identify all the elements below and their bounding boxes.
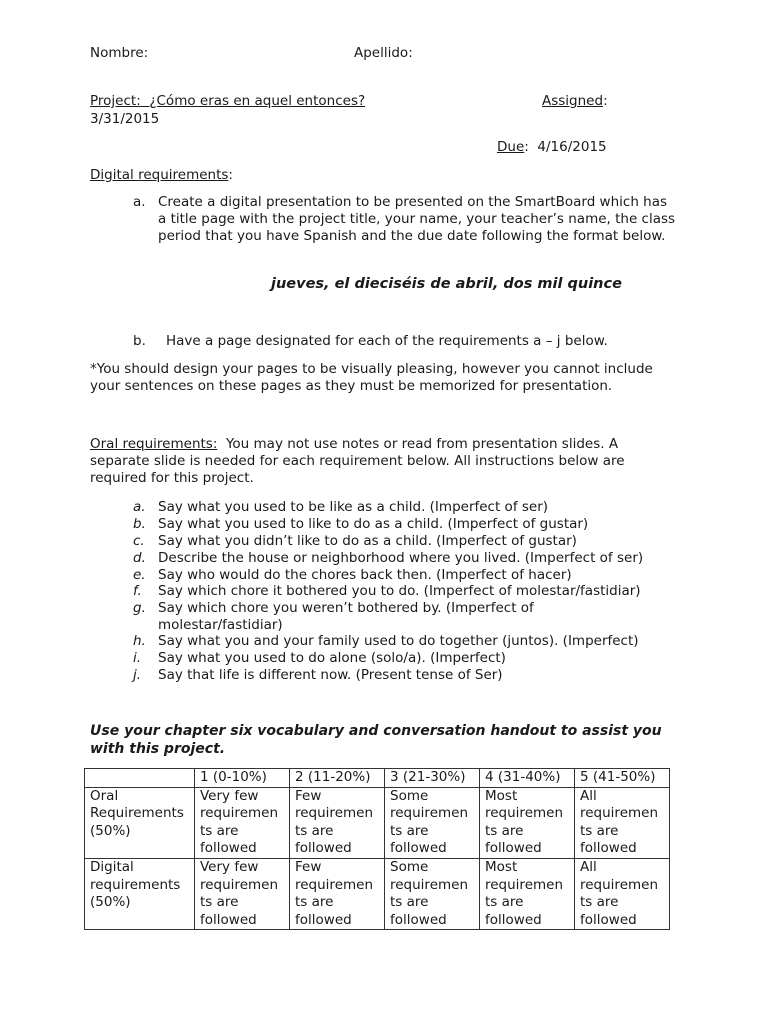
due-label: Due (497, 139, 525, 155)
project-line (90, 93, 365, 109)
rubric-row-oral (85, 787, 670, 858)
digital-item (133, 194, 693, 264)
due-line: Due: 4/16/2015 (497, 139, 607, 155)
digital-item (133, 333, 693, 350)
rubric-header-row (85, 769, 670, 788)
rubric-cell (385, 787, 480, 858)
rubric-line: followed (390, 911, 447, 928)
rubric-cell (480, 858, 575, 929)
digital-item-label: b. (133, 333, 146, 349)
rubric-line: (50%) (90, 894, 131, 911)
rubric-cell (195, 858, 290, 929)
digital-item-text: Create a digital presentation to be presented on the SmartBoard which has a title page with the project title, your name, your teacher’s name, the class period that you have Spanish and the due date following the format below. (158, 194, 676, 244)
rubric-line: followed (580, 911, 637, 928)
rubric-header-cell: 5 (41-50%) (575, 769, 670, 788)
rubric-header-cell: 4 (31-40%) (480, 769, 575, 788)
rubric-line: Few (295, 858, 322, 875)
rubric-line: requiremen (485, 805, 564, 822)
oral-item-text: Say what you used to do alone (solo/a). (Imperfect) (158, 650, 506, 666)
assigned-label: Assigned (542, 93, 604, 109)
rubric-cell (290, 858, 385, 929)
oral-item-text: Say that life is different now. (Present tense of Ser) (158, 667, 503, 683)
rubric-line: requiremen (390, 876, 469, 893)
rubric-cell (195, 787, 290, 858)
rubric-line: ts are (200, 894, 239, 911)
oral-item-text: Say what you used to like to do as a child. (Imperfect of gustar) (158, 516, 589, 532)
rubric-line: Most (485, 858, 518, 875)
rubric-line: ts are (390, 894, 429, 911)
oral-item-label: i. (133, 650, 142, 666)
rubric-line: (50%) (90, 822, 131, 839)
rubric-cell (575, 858, 670, 929)
rubric-line: requirements (90, 876, 181, 893)
rubric-line: followed (200, 911, 257, 928)
rubric-line: requiremen (580, 876, 659, 893)
rubric-table (84, 768, 670, 930)
rubric-line: ts are (485, 822, 524, 839)
oral-item-text: Say which chore you weren’t bothered by. (Imperfect of molestar/fastidiar) (158, 600, 534, 633)
rubric-line: followed (295, 840, 352, 857)
rubric-header-cell (85, 769, 195, 788)
digital-note: *You should design your pages to be visually pleasing, however you cannot include your sentences on these pages as they must be memorized for presentation. (90, 361, 653, 394)
oral-item-label: b. (133, 516, 146, 532)
rubric-header-cell: 3 (21-30%) (385, 769, 480, 788)
nombre-label: Nombre: (90, 45, 149, 61)
rubric-line: followed (485, 840, 542, 857)
rubric-cell (290, 787, 385, 858)
rubric-row-digital (85, 858, 670, 929)
rubric-line: Very few (200, 787, 259, 804)
rubric-line: ts are (200, 822, 239, 839)
digital-heading: Digital requirements (90, 167, 229, 183)
rubric-line: requiremen (295, 876, 374, 893)
oral-item-text: Say what you used to be like as a child. (Imperfect of ser) (158, 499, 549, 515)
oral-item-label: a. (133, 499, 146, 515)
rubric-line: followed (200, 840, 257, 857)
digital-item-label: a. (133, 194, 146, 210)
oral-item-label: f. (133, 583, 142, 599)
oral-heading: Oral requirements: (90, 436, 218, 452)
rubric-line: Requirements (90, 805, 184, 822)
oral-intro-paragraph (90, 436, 670, 487)
rubric-line: Very few (200, 858, 259, 875)
oral-item-text: Say what you and your family used to do together (juntos). (Imperfect) (158, 633, 639, 649)
assigned-date: 3/31/2015 (90, 111, 160, 127)
rubric-line: Some (390, 858, 429, 875)
assigned-line: Assigned: (542, 93, 608, 109)
oral-item-label: h. (133, 633, 146, 649)
digital-heading-line: Digital requirements: (90, 167, 233, 183)
example-date: jueves, el dieciséis de abril, dos mil quince (271, 276, 622, 292)
rubric-line: requiremen (200, 876, 279, 893)
rubric-cell (385, 858, 480, 929)
oral-item-text: Describe the house or neighborhood where you lived. (Imperfect of ser) (158, 550, 644, 566)
rubric-line: ts are (390, 822, 429, 839)
project-title: ¿Cómo eras en aquel entonces? (149, 93, 366, 109)
due-date: 4/16/2015 (537, 139, 607, 155)
rubric-line: ts are (485, 894, 524, 911)
rubric-category-cell (85, 787, 195, 858)
apellido-label: Apellido: (354, 45, 413, 61)
oral-item-text: Say which chore it bothered you to do. (Imperfect of molestar/fastidiar) (158, 583, 641, 599)
rubric-line: Oral (90, 787, 119, 804)
rubric-line: followed (580, 840, 637, 857)
rubric-line: requiremen (390, 805, 469, 822)
rubric-line: Digital (90, 858, 134, 875)
rubric-line: requiremen (485, 876, 564, 893)
rubric-line: All (580, 787, 597, 804)
rubric-line: Few (295, 787, 322, 804)
rubric-line: followed (485, 911, 542, 928)
rubric-line: ts are (580, 894, 619, 911)
rubric-line: Some (390, 787, 429, 804)
rubric-line: ts are (295, 822, 334, 839)
rubric-line: ts are (580, 822, 619, 839)
rubric-header-cell: 2 (11-20%) (290, 769, 385, 788)
rubric-cell (575, 787, 670, 858)
rubric-cell (480, 787, 575, 858)
oral-item-label: c. (133, 533, 145, 549)
oral-item-label: e. (133, 567, 146, 583)
oral-item-text: Say what you didn’t like to do as a child. (Imperfect of gustar) (158, 533, 577, 549)
rubric-header-cell: 1 (0-10%) (195, 769, 290, 788)
oral-item-text: Say who would do the chores back then. (Imperfect of hacer) (158, 567, 572, 583)
rubric-line: ts are (295, 894, 334, 911)
rubric-line: requiremen (580, 805, 659, 822)
digital-item-text: Have a page designated for each of the requirements a – j below. (166, 333, 608, 349)
rubric-category-cell (85, 858, 195, 929)
rubric-line: Most (485, 787, 518, 804)
rubric-line: All (580, 858, 597, 875)
rubric-line: requiremen (295, 805, 374, 822)
oral-item-label: g. (133, 600, 146, 616)
oral-item-label: j. (133, 667, 142, 683)
oral-intro: You may not use notes or read from presentation slides. A separate slide is needed for each requirement below. All instructions below are required for this project. (90, 436, 625, 486)
oral-item-label: d. (133, 550, 146, 566)
rubric-line: followed (295, 911, 352, 928)
project-label: Project: (90, 93, 141, 109)
rubric-line: followed (390, 840, 447, 857)
vocab-note: Use your chapter six vocabulary and conversation handout to assist you with this project. (90, 723, 662, 757)
rubric-line: requiremen (200, 805, 279, 822)
